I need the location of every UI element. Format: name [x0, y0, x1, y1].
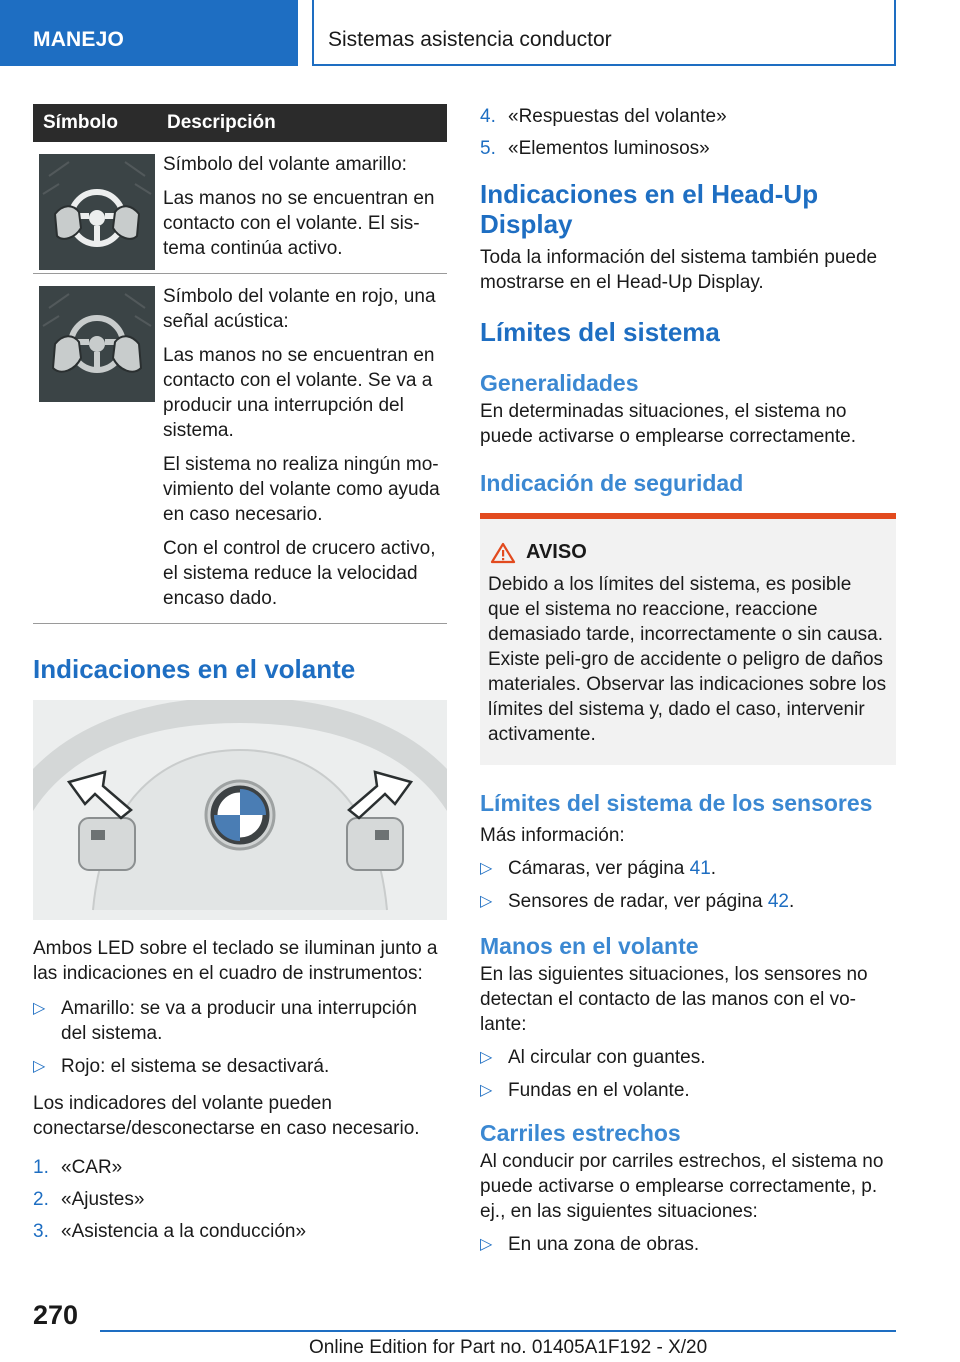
table-header-symbol: Símbolo: [33, 104, 157, 142]
header-chapter-box: [312, 0, 896, 66]
row2-text-1: Símbolo del volante en rojo, una señal acústica:: [163, 286, 436, 332]
list-item: ▷ Sensores de radar, ver página 42.: [480, 891, 795, 912]
bullet-triangle-icon: ▷: [33, 1058, 46, 1075]
list-item: 5. «Elementos luminosos»: [480, 138, 710, 159]
table-row: [33, 142, 447, 274]
row1-text-2: Las manos no se encuentran en contacto con el volante. El sis-tema continúa activo.: [163, 188, 435, 259]
steering-wheel-yellow-symbol-icon: [39, 154, 155, 270]
sensors-intro: Más información:: [480, 825, 625, 846]
sensors-list: [480, 856, 896, 914]
row1-text-1: Símbolo del volante amarillo:: [163, 154, 407, 175]
page-link-41[interactable]: 41: [689, 858, 711, 879]
list-item: ▷ Cámaras, ver página 41.: [480, 858, 717, 879]
heading-hands-on-wheel: Manos en el volante: [480, 933, 699, 959]
warning-box: [480, 513, 896, 765]
page-number: 270: [33, 1300, 79, 1330]
heading-narrow-lanes: Carriles estrechos: [480, 1120, 681, 1146]
table-row: [33, 274, 447, 624]
bullet-triangle-icon: ▷: [480, 860, 493, 877]
heading-system-limits: Límites del sistema: [480, 317, 720, 347]
warning-title: AVISO: [526, 541, 587, 563]
bullet-triangle-icon: ▷: [480, 1049, 493, 1066]
bullet-triangle-icon: ▷: [480, 1236, 493, 1253]
list-item: ▷ Amarillo: se va a producir una interrupción del sistema.: [33, 998, 417, 1044]
list-item: 3. «Asistencia a la conducción»: [33, 1221, 307, 1242]
footer-divider: [100, 1330, 896, 1332]
list-item: ▷ Fundas en el volante.: [480, 1080, 690, 1101]
footer-edition: Online Edition for Part no. 01405A1F192 - X/20: [309, 1337, 708, 1358]
steering-para: Los indicadores del volante pueden conectarse/desconectarse en caso necesario.: [33, 1093, 420, 1139]
heading-general: Generalidades: [480, 370, 639, 396]
list-item: 1. «CAR»: [33, 1157, 123, 1178]
steps-list-left: [33, 1155, 447, 1244]
bullet-triangle-icon: ▷: [480, 1082, 493, 1099]
header-chapter-label: Sistemas asistencia conductor: [328, 28, 612, 51]
lanes-list: [480, 1232, 896, 1257]
list-item: ▷ Al circular con guantes.: [480, 1047, 706, 1068]
page-link-42[interactable]: 42: [767, 891, 789, 912]
row2-text-4: Con el control de crucero activo, el sistema reduce la velocidad encaso dado.: [163, 538, 436, 609]
warning-triangle-icon: [490, 542, 516, 564]
general-text: En determinadas situaciones, el sistema no puede activarse o emplearse correctamente.: [480, 401, 856, 447]
steering-wheel-red-symbol-icon: [39, 286, 155, 402]
bullet-triangle-icon: ▷: [480, 893, 493, 910]
bullet-triangle-icon: ▷: [33, 1000, 46, 1017]
symbol-table: [33, 104, 447, 624]
heading-sensor-limits: Límites del sistema de los sensores: [480, 790, 873, 816]
heading-steering-indications: Indicaciones en el volante: [33, 654, 356, 684]
list-item: ▷ Rojo: el sistema se desactivará.: [33, 1056, 330, 1077]
right-column: [480, 104, 896, 1265]
list-item: ▷ En una zona de obras.: [480, 1234, 700, 1255]
row2-text-3: El sistema no realiza ningún mo-vimiento del volante como ayuda en caso necesario.: [163, 454, 440, 525]
list-item: 4. «Respuestas del volante»: [480, 106, 727, 127]
row2-text-2: Las manos no se encuentran en contacto con el volante. Se va a producir una interrupción del sistema.: [163, 345, 435, 441]
hands-list: [480, 1045, 896, 1103]
heading-safety: Indicación de seguridad: [480, 470, 744, 496]
hud-text: Toda la información del sistema también puede mostrarse en el Head-Up Display.: [480, 247, 878, 293]
steering-intro-text: Ambos LED sobre el teclado se iluminan junto a las indicaciones en el cuadro de instrumentos:: [33, 938, 438, 984]
header-section-tab: [0, 0, 298, 66]
steering-led-list: [33, 996, 447, 1079]
list-item: 2. «Ajustes»: [33, 1189, 145, 1210]
table-header-description: Descripción: [157, 104, 447, 142]
heading-hud: Indicaciones en el Head-Up Display: [480, 179, 819, 239]
steps-list-right: [480, 104, 896, 161]
lanes-text: Al conducir por carriles estrechos, el sistema no puede activarse o emplearse correctamente, p. ej., en las siguientes situaciones:: [480, 1151, 884, 1222]
header-section-label: MANEJO: [33, 28, 125, 51]
warning-text: Debido a los límites del sistema, es posible que el sistema no reaccione, reaccione demasiado tarde, incorrectamente o sin causa. Existe peli-gro de accidente o peligro de daños materiales. Observar las indicaciones sobre los límites del sistema y, dado el caso, intervenir activamente.: [488, 574, 887, 745]
left-column: [33, 104, 447, 1251]
hands-text: En las siguientes situaciones, los sensores no detectan el contacto de las manos con el vo-lante:: [480, 964, 868, 1035]
steering-wheel-photo: [33, 700, 447, 920]
